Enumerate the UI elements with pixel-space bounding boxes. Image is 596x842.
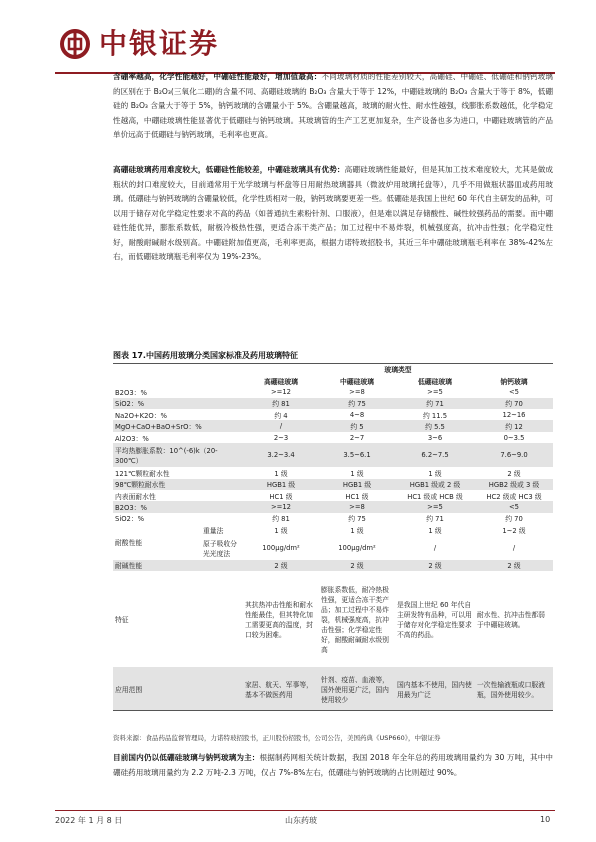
table-cell: 4~8 [349, 410, 365, 419]
table-cell: 约 81 [243, 398, 319, 409]
table-row [113, 398, 553, 409]
table-cell: HC2 级或 HC3 级 [486, 492, 542, 501]
table-cell: 耐水性、抗冲击性都弱于中硼硅玻璃。 [477, 610, 545, 629]
table-cell: 2 级 [475, 560, 553, 571]
footer-date: 2022 年 1 月 8 日 [55, 816, 123, 825]
table-cell: 12~16 [502, 410, 526, 419]
table-cell: / [433, 543, 437, 552]
table-cell: 约 12 [475, 420, 553, 431]
table-cell: 其抗热冲击性能和耐水性能最佳，但其特化加工需要更高的温度，封口较为困难。 [245, 600, 313, 639]
table-cell: 1 级 [428, 469, 442, 478]
row-label: B2O3：% [113, 501, 243, 512]
table-cell: 100μg/dm² [262, 543, 300, 552]
table-cell: >=12 [243, 501, 319, 512]
table-cell: 7.6~9.0 [475, 443, 553, 467]
col-header: 低硼硅玻璃 [418, 377, 452, 386]
row-label: MgO+CaO+BaO+SrO：% [113, 420, 243, 431]
table-cell: 约 4 [274, 411, 288, 420]
table-cell: 约 70 [475, 398, 553, 409]
bank-of-china-logo-icon [59, 28, 91, 60]
figure-source: 资料来源：食品药品监督管理局，力诺特玻招股书，正川股份招股书，公司公告，美国药典《USP660》，中银证券 [113, 734, 441, 742]
paragraph-boron-content [113, 70, 553, 143]
table-row-feature [113, 571, 553, 667]
table-cell: 1 级 [274, 526, 288, 535]
table-cell: 2 级 [319, 560, 395, 571]
table-cell: 国内基本不使用，国内使用最为广泛 [395, 667, 475, 711]
table-cell: 约 81 [272, 515, 290, 524]
brand-name: 中银证券 [99, 27, 220, 60]
table-row [113, 443, 553, 467]
table-cell: 一次性输液瓶或口服液瓶，国外使用较少。 [475, 667, 553, 711]
table-cell: 2 级 [507, 469, 521, 478]
table-cell: 100μg/dm² [338, 543, 376, 552]
col-header: 高硼硅玻璃 [264, 377, 298, 386]
table-cell: 3~6 [427, 433, 443, 442]
table-cell: >=5 [427, 387, 443, 396]
table-row [113, 501, 553, 512]
table-row [113, 432, 553, 443]
table-cell: 1~2 级 [502, 526, 526, 535]
table-cell: 针剂、疫苗、血液等，国外使用更广泛，国内使用较少 [319, 667, 395, 711]
paragraph-body: 不同玻璃材质的性能差别较大，高硼硅、中硼硅、低硼硅和钠钙玻璃的区别在于 B₂O₃(三氧化二硼)的含量不同、高硼硅玻璃的 B₂O₃ 含量大于等于 12%，中硼硅玻璃的 B₂O₃ 含量大于等于 8%，低硼硅的 B₂O₃ 含量大于等于 5%，钠钙玻璃的含硼量小于 5%。含硼量越高，玻璃的耐火性、耐水性越强，线膨胀系数越低，化学稳定性越高，中硼硅玻璃性能显著优于低硼硅与钠钙玻璃。其玻璃管的生产工艺更加复杂，生产设备也多为进口，中硼硅玻璃管的产品单价远高于低硼硅与钠钙玻璃，毛利率也更高。 [113, 72, 553, 139]
table-cell: HGB1 级 [243, 479, 319, 490]
table-cell: 1 级 [274, 469, 288, 478]
table-cell: 约 71 [426, 515, 444, 524]
table-cell: 约 75 [348, 515, 366, 524]
table-cell: / [512, 543, 516, 552]
table-cell: 1 级 [350, 469, 364, 478]
table-cell: HC1 级 [345, 492, 369, 501]
row-label: 耐酸性能 [115, 538, 143, 547]
glass-spec-table [113, 363, 553, 711]
row-label: 应用范围 [113, 667, 243, 711]
table-row [113, 386, 553, 397]
footer-company: 山东药玻 [285, 816, 317, 825]
table-cell: 2~7 [349, 433, 365, 442]
page-number: 10 [540, 815, 551, 824]
col-header: 钠钙玻璃 [500, 377, 528, 386]
table-row [113, 467, 553, 478]
table-row-acid [113, 524, 553, 535]
row-label: 98℃颗粒耐水性 [113, 479, 243, 490]
table-cell: >=8 [319, 501, 395, 512]
table-cell: 约 75 [319, 398, 395, 409]
row-label: 内表面耐水性 [115, 492, 156, 501]
row-label: Na2O+K2O：% [115, 411, 168, 420]
table-cell: 2 级 [243, 560, 319, 571]
table-cell: 膨胀系数低，耐冷热极性强，更适合冻干类产品；加工过程中不易炸裂，机械强度高，抗冲击性强；化学稳定性好，耐酸耐碱耐水级别高 [321, 585, 389, 654]
table-cell: 6.2~7.5 [395, 443, 475, 467]
table-cell: HGB2 级或 3 级 [475, 479, 553, 490]
table-cell: >=8 [349, 387, 365, 396]
footer-rule [55, 810, 555, 811]
table-cell: 是我国上世纪 60 年代自主研发特有品种，可以用于储存对化学稳定性要求不高的药品。 [397, 600, 472, 639]
table-cell: <5 [508, 387, 520, 396]
table-cell: 2 级 [395, 560, 475, 571]
row-label: B2O3：% [115, 388, 147, 397]
paragraph-domestic-market [113, 751, 553, 780]
table-cell: / [243, 420, 319, 431]
row-label: 耐碱性能 [113, 560, 243, 571]
table-cell: 约 70 [505, 515, 523, 524]
paragraph-lead: 高硼硅玻璃药用难度较大，低硼硅性能较差，中硼硅玻璃具有优势： [113, 165, 345, 174]
figure-title: 图表 17.中国药用玻璃分类国家标准及药用玻璃特征 [113, 350, 553, 364]
table-cell: 1 级 [428, 526, 442, 535]
paragraph-lead: 目前国内仍以低硼硅玻璃与钠钙玻璃为主： [113, 753, 260, 762]
table-header-row [113, 375, 553, 386]
table-cell: <5 [475, 501, 553, 512]
table-cell: 约 5.5 [395, 420, 475, 431]
table-cell: HGB1 级 [319, 479, 395, 490]
group-header: 玻璃类型 [243, 364, 553, 375]
row-label: 平均热膨胀系数：10^(-6)k（20-300℃） [113, 443, 243, 467]
row-sublabel: 重量法 [203, 526, 224, 535]
page-header [55, 18, 555, 74]
row-label: 121℃颗粒耐水性 [115, 469, 170, 478]
table-cell: 3.2~3.4 [243, 443, 319, 467]
table-row [113, 409, 553, 420]
paragraph-body: 高硼硅玻璃性能最好，但是其加工技术难度较大，尤其是做成瓶状的封口难度较大，目前通常用于光学玻璃与杯盘等日用耐热玻璃器具（微波炉用玻璃托盘等），几乎不用做瓶状器皿或药用玻璃。低硼硅与钠钙玻璃的含硼量较低，化学性质相对一般，钠钙玻璃要更差一些。低硼硅是我国上世纪 60 年代自主研发的品种，可以用于储存对化学稳定性要求不高的药品（如普通抗生素粉针剂、口服液），但是难以满足存储酸性、碱性较强药品的需要。而中硼硅性能优异，膨胀系数低，耐极冷极热性强，更适合冻干类产品；加工过程中不易炸裂，机械强度高，抗冲击性强；化学稳定性好，耐酸耐碱耐水级别高。中硼硅附加值更高，毛利率更高，根据力诺特玻招股书，其近三年中硼硅玻璃瓶毛利率在 38%-42%左右，而低硼硅玻璃瓶毛利率仅为 19%-23%。 [113, 165, 554, 261]
row-label: SiO2：% [115, 515, 145, 524]
table-cell: 1 级 [350, 526, 364, 535]
table-row [113, 479, 553, 490]
table-group-header-row [113, 364, 553, 375]
row-label: 特征 [115, 615, 129, 624]
row-label: Al2O3：% [115, 434, 149, 443]
table-row [113, 513, 553, 524]
table-cell: HGB1 级或 2 级 [395, 479, 475, 490]
row-sublabel: 原子吸收分光光度法 [203, 539, 237, 558]
table-cell: 2~3 [273, 433, 289, 442]
table-row-usage [113, 667, 553, 711]
table-cell: 0~3.5 [503, 433, 525, 442]
paragraph-body: 根据制药网相关统计数据，我国 2018 年全年总的药用玻璃用量约为 30 万吨，其中中硼硅药用玻璃用量约为 2.2 万吨-2.3 万吨，仅占 7%-8%左右，低硼硅与钠钙玻璃的占比则超过 90%。 [113, 753, 554, 777]
table-cell: 约 5 [319, 420, 395, 431]
table-row [113, 420, 553, 431]
table-cell: HC1 级或 HCB 级 [407, 492, 463, 501]
table-cell: >=5 [395, 501, 475, 512]
table-cell: 约 11.5 [422, 411, 448, 420]
paragraph-glass-advantages [113, 163, 553, 265]
row-label: SiO2：% [113, 398, 243, 409]
table-row [113, 490, 553, 501]
table-cell: >=12 [270, 387, 292, 396]
table-cell: 3.5~6.1 [319, 443, 395, 467]
table-cell: 约 71 [395, 398, 475, 409]
table-cell: HC1 级 [269, 492, 293, 501]
table-cell: 家居、航天、军事等，基本不做医药用 [243, 667, 319, 711]
table-row-alkali [113, 560, 553, 571]
col-header: 中硼硅玻璃 [340, 377, 374, 386]
paragraph-lead: 含硼率越高，化学性能越好，中硼硅性能最好，增加值最高： [113, 72, 322, 81]
